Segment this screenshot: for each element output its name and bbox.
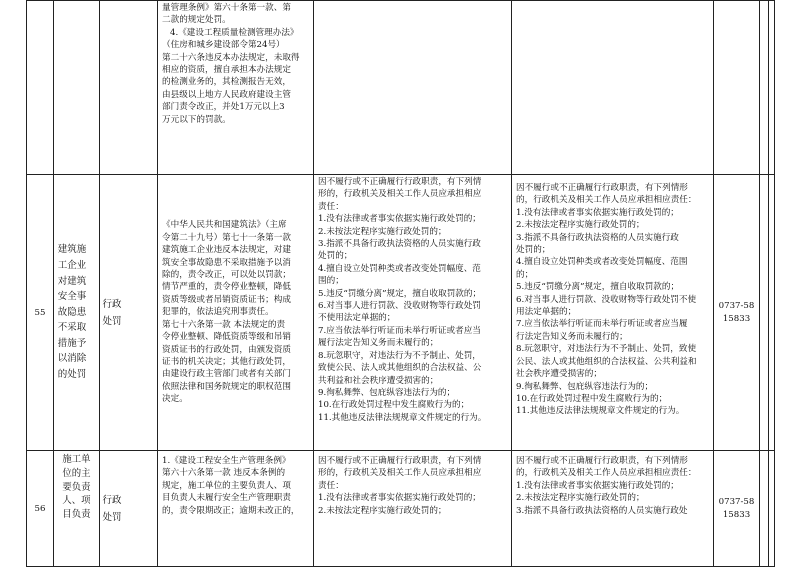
cell-empty [27,1,54,175]
item-name: 建筑施工企业对建筑安全事故隐患不采取措施予以消除的处罚 [54,175,100,451]
item-name: 施工单 位的主 要负责 人、项 目负责 [54,451,100,567]
item-type: 行政处罚 [100,175,158,451]
cell-empty [512,1,714,175]
cell-empty [760,451,769,567]
cell-empty [714,1,760,175]
cell-responsibility: 因不履行或不正确履行行政职责，有下列情 形的，行政机关及相关工作人员应承担相应 责任： 1.没有法律或者事实依据实施行政处罚的； 2.未按法定程序实施行政处罚的； 3.指派不具备行政执法资格的人员实施行政 处罚的； 4.擅自设立处罚种类或者改变处罚幅度、范 围的； 5.违反“罚缴分离”规定，擅自收取罚款的； 6.对当事人进行罚款、没收财物等行政处罚 不使用法定单据的； 7.应当依法举行听证而未举行听证或者应当 履行法定告知义务而未履行的； 8.玩忽职守，对违法行为不予制止、处罚， 致使公民、法人或其他组织的合法权益、公 共利益和社会秩序遭受损害的； 9.徇私舞弊、包庇纵容违法行为的； 10.在行政处罚过程中发生腐败行为的； 11.其他违反法律法规规章文件规定的行为。 [314,175,512,451]
contact-phone: 0737-58 15833 [714,451,760,567]
cell-empty [769,1,775,175]
cell-empty [760,175,769,451]
table-row [27,451,775,567]
contact-phone: 0737-58 15833 [714,175,760,451]
cell-empty [100,1,158,175]
powers-table [26,0,775,567]
row-number: 55 [27,175,54,451]
cell-empty [760,1,769,175]
row-number: 56 [27,451,54,567]
cell-empty [54,1,100,175]
cell-basis-continuation: 量管理条例》第六十条第一款、第 二款的规定处罚。 4.《建设工程质量检测管理办法》 （住房和城乡建设部令第24号） 第二十六条违反本办法规定，未取得 相应的资质，擅自承担本办法规定 的检测业务的，其检测报告无效， 由县级以上地方人民政府建设主管 部门责令改正，并处1万元以上3 万元以下的罚款。 [158,1,314,175]
table-row-continuation [27,1,775,175]
item-type: 行政处罚 [100,451,158,567]
cell-empty [314,1,512,175]
cell-empty [769,175,775,451]
cell-basis: 《中华人民共和国建筑法》（主席 令第二十九号）第七十一条第一款 建筑施工企业违反本法规定，对建 筑安全事故隐患不采取措施予以消 除的，责令改正，可以处以罚款； 情节严重的，责令停业整顿，降低 资质等级或者吊销资质证书；构成 犯罪的，依法追究刑事责任。 第七十六条第一款 本法规定的责 令停业整顿、降低资质等级和吊销 资质证书的行政处罚，由颁发资质 证书的机关决定；其他行政处罚， 由建设行政主管部门或者有关部门 依照法律和国务院规定的职权范围 决定。 [158,175,314,451]
cell-empty [769,451,775,567]
cell-responsibility-2: 因不履行或不正确履行行政职责，有下列情形 的，行政机关及相关工作人员应承担相应责任： 1.没有法律或者事实依据实施行政处罚的； 2.未按法定程序实施行政处罚的； 3.指派不具备行政执法资格的人员实施行政处 [512,451,714,567]
cell-responsibility: 因不履行或不正确履行行政职责，有下列情 形的，行政机关及相关工作人员应承担相应 责任： 1.没有法律或者事实依据实施行政处罚的； 2.未按法定程序实施行政处罚的； [314,451,512,567]
cell-responsibility-2: 因不履行或不正确履行行政职责，有下列情形 的，行政机关及相关工作人员应承担相应责任： 1.没有法律或者事实依据实施行政处罚的； 2.未按法定程序实施行政处罚的； 3.指派不具备行政执法资格的人员实施行政 处罚的； 4.擅自设立处罚种类或者改变处罚幅度、范围 的； 5.违反“罚缴分离”规定，擅自收取罚款的； 6.对当事人进行罚款、没收财物等行政处罚不使 用法定单据的； 7.应当依法举行听证而未举行听证或者应当履 行法定告知义务而未履行的； 8.玩忽职守，对违法行为不予制止、处罚，致使 公民、法人或其他组织的合法权益、公共利益和 社会秩序遭受损害的； 9.徇私舞弊、包庇纵容违法行为的； 10.在行政处罚过程中发生腐败行为的； 11.其他违反法律法规规章文件规定的行为。 [512,175,714,451]
table-row [27,175,775,451]
cell-basis: 1.《建设工程安全生产管理条例》 第六十六条第一款 违反本条例的 规定，施工单位的主要负责人、项 目负责人未履行安全生产管理职责 的，责令限期改正；逾期未改正的， [158,451,314,567]
